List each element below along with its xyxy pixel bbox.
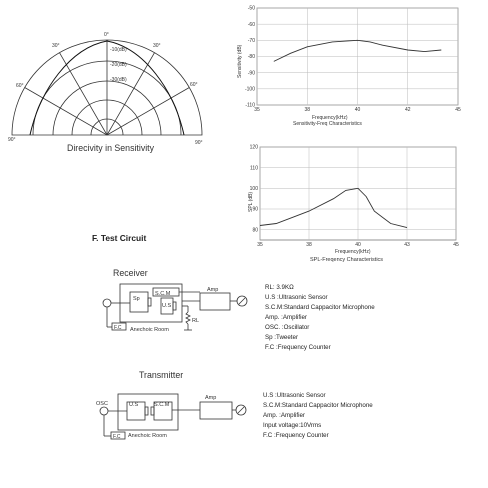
receiver-legend-line: Amp. :Amplifier (265, 314, 307, 321)
receiver-legend-line: F.C :Frequency Counter (265, 344, 331, 351)
chart1-y-tick-label: -60 (247, 21, 255, 28)
chart2-x-tick-label: 43 (404, 242, 410, 248)
chart1-x-axis-label: Frequency(kHz) (312, 115, 348, 121)
transmitter-title: Transmitter (139, 370, 184, 380)
angle-30-right-label: 30° (153, 43, 161, 49)
chart2-y-tick-label: 100 (249, 186, 258, 193)
angle-90-right-label: 90° (195, 140, 203, 146)
chart2-series-line (260, 188, 407, 227)
angle-90-left-label: 90° (8, 137, 16, 143)
chart2-x-tick-label: 35 (257, 242, 263, 248)
chart1-y-tick-label: -50 (247, 5, 255, 12)
chart1-y-axis-label: Sensitivity (dB) (237, 44, 243, 78)
ring-label-20: -20(dB) (110, 62, 127, 68)
angle-60-left-label: 60° (16, 83, 24, 89)
chart1-y-tick-label: -80 (247, 54, 255, 61)
receiver-us-label: U.S (162, 303, 172, 309)
chart1-x-tick-label: 40 (354, 107, 361, 113)
chart1-x-tick-label: 38 (304, 107, 311, 113)
chart2-x-tick-label: 38 (306, 242, 312, 248)
transmitter-scm-label: S.C.M (154, 402, 170, 408)
ring-label-10: -10(dB) (110, 47, 127, 53)
receiver-fc-label: F.C (114, 325, 122, 331)
chart2-y-tick-label: 90 (252, 206, 258, 213)
receiver-legend-line: U.S :Ultrasonic Sensor (265, 294, 328, 301)
receiver-sp-label: Sp (133, 296, 140, 302)
receiver-amp-label: Amp (207, 287, 219, 293)
angle-60-right-label: 60° (190, 82, 198, 88)
test-circuit-heading: F. Test Circuit (92, 233, 147, 243)
chart1-frame (257, 8, 458, 105)
receiver-anechoic-label: Anechoic Room (130, 327, 169, 333)
transmitter-legend-line: F.C :Frequency Counter (263, 432, 329, 439)
chart1-y-tick-label: -110 (245, 102, 255, 109)
chart2-y-tick-label: 80 (252, 227, 258, 234)
receiver-rl-label: RL (192, 318, 200, 324)
ring-label-30: -30(dB) (110, 77, 127, 83)
transmitter-legend-line: U.S :Ultrasonic Sensor (263, 392, 326, 399)
receiver-legend-line: Sp :Tweeter (265, 334, 299, 341)
chart2-y-tick-label: 110 (250, 165, 258, 172)
receiver-legend-line: OSC. :Oscillator (265, 324, 310, 331)
receiver-legend-line: S.C.M:Standard Cappacitor Microphone (265, 304, 375, 311)
chart2-frame (260, 147, 456, 240)
polar-caption: Direcivity in Sensitivity (67, 143, 155, 153)
transmitter-legend-line: S.C.M:Standard Cappacitor Microphone (263, 402, 373, 409)
chart1-series-line (274, 40, 442, 61)
chart2-x-tick-label: 45 (453, 242, 459, 248)
angle-30-left-label: 30° (52, 43, 60, 49)
chart1-x-tick-label: 35 (254, 107, 260, 113)
transmitter-osc-label: OSC (96, 401, 108, 407)
transmitter-legend-line: Amp. :Amplifier (263, 412, 305, 419)
transmitter-anechoic-label: Anechoic Room (128, 433, 167, 439)
receiver-legend-line: RL: 3.9KΩ (265, 284, 294, 291)
chart2-y-tick-label: 120 (249, 144, 258, 151)
transmitter-fc-label: F.C (113, 434, 121, 440)
chart1-x-tick-label: 45 (455, 107, 461, 113)
chart1-y-tick-label: -90 (247, 70, 255, 77)
transmitter-legend-line: Input voltage:10Vrms (263, 422, 322, 429)
receiver-title: Receiver (113, 268, 148, 278)
chart2-y-axis-label: SPL (dB) (248, 191, 254, 212)
chart1-y-tick-label: -70 (247, 38, 255, 45)
chart2-x-axis-label: Frequency(kHz) (335, 249, 371, 255)
chart2-x-tick-label: 40 (355, 242, 361, 248)
chart2-title: SPL-Freqency Characteristics (310, 257, 384, 263)
chart1-y-tick-label: -100 (244, 86, 255, 93)
transmitter-amp-label: Amp (205, 395, 217, 401)
angle-0-label: 0° (104, 32, 109, 38)
chart1-title: Sensitivity-Freq Characteristics (293, 121, 362, 127)
transmitter-us-label: U.S (129, 402, 139, 408)
chart1-x-tick-label: 42 (404, 107, 411, 113)
receiver-scm-label: S.C.M (155, 291, 171, 297)
